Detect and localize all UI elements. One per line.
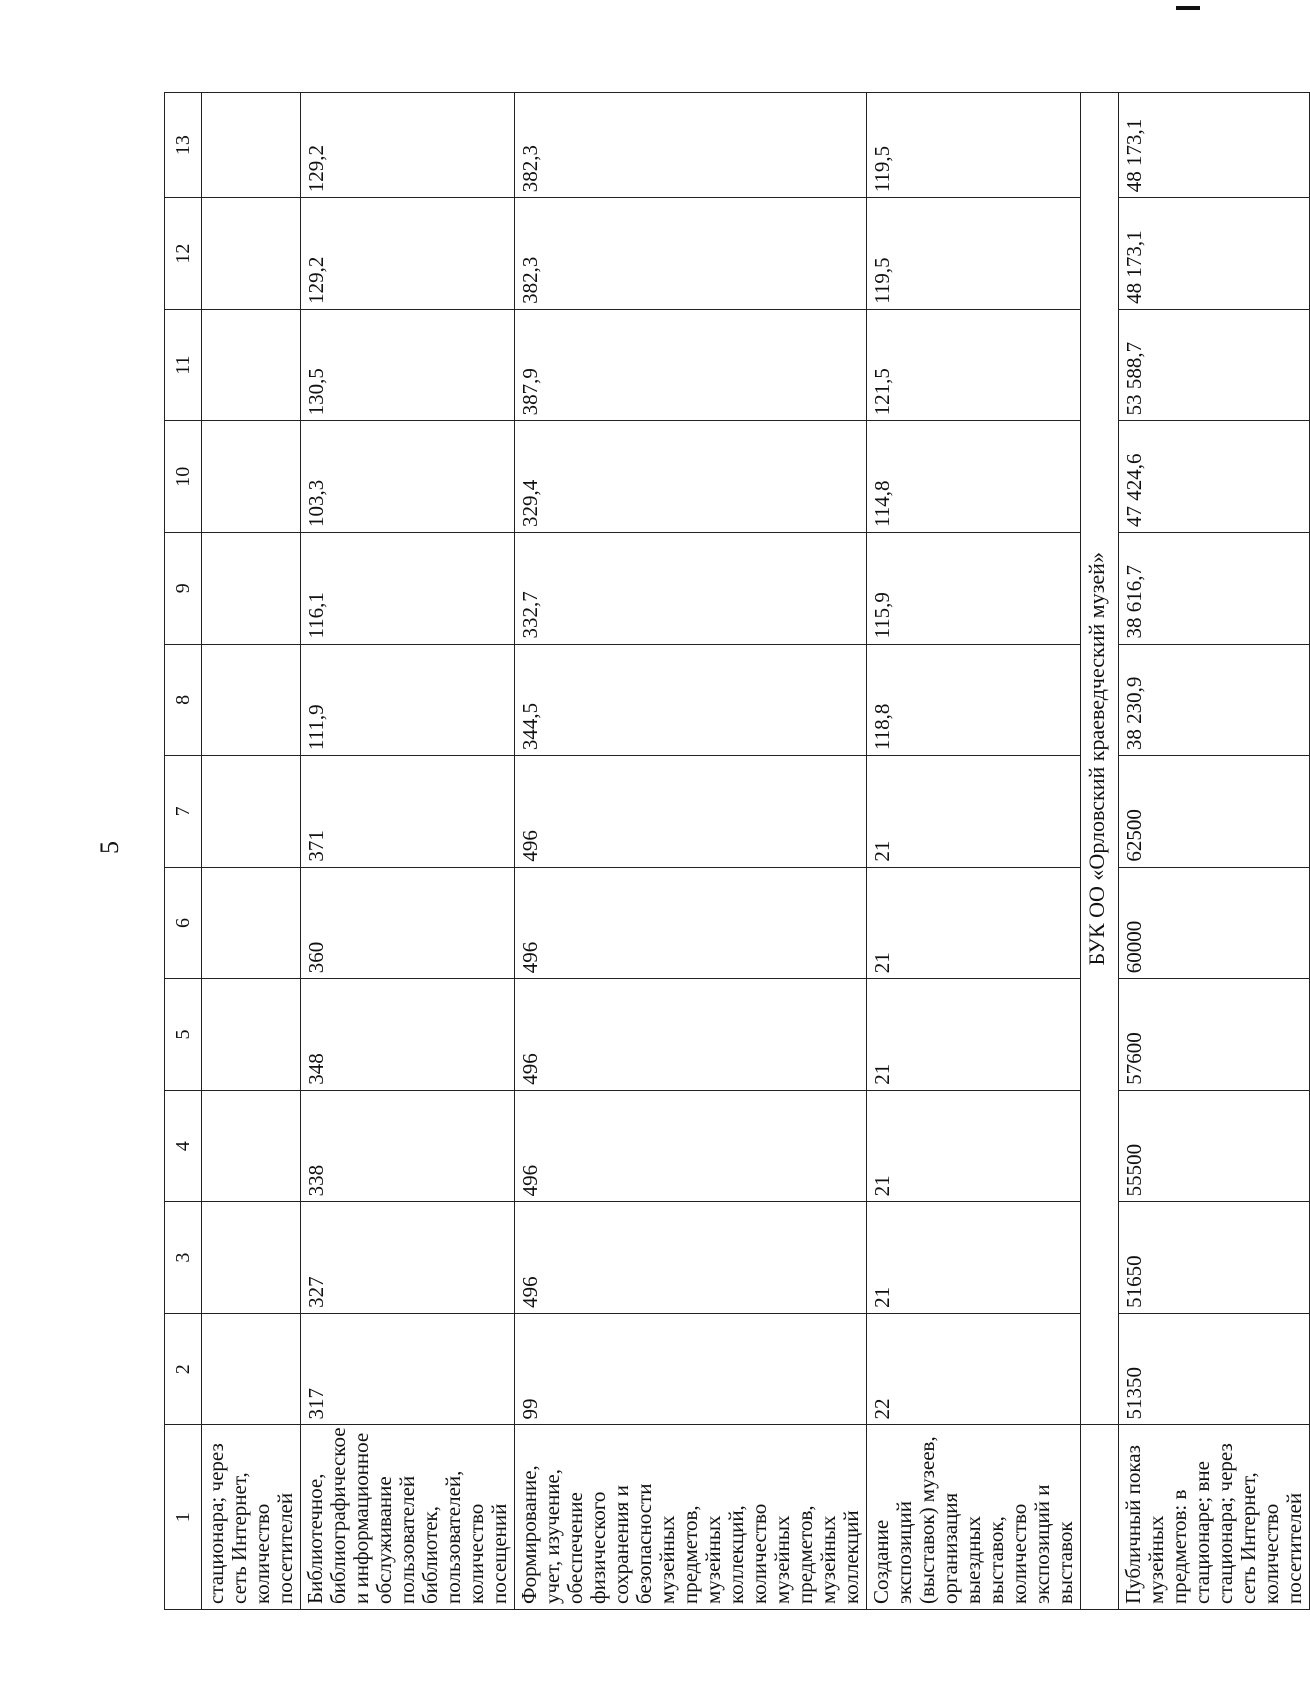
row-value: 496 — [515, 979, 867, 1091]
row-value: 360 — [301, 867, 515, 979]
row-value: 387,9 — [515, 309, 867, 421]
rotated-table-container — [164, 92, 1306, 1610]
row-value — [202, 1313, 301, 1425]
header-cell: 1 — [165, 1425, 202, 1610]
row-value: 48 173,1 — [1119, 93, 1310, 198]
table-row — [1119, 93, 1310, 1610]
row-value — [202, 644, 301, 756]
row-value: 327 — [301, 1202, 515, 1314]
header-cell: 4 — [165, 1090, 202, 1202]
row-value — [202, 93, 301, 198]
row-value — [202, 532, 301, 644]
row-value: 111,9 — [301, 644, 515, 756]
row-value: 119,5 — [867, 93, 1081, 198]
row-value — [202, 309, 301, 421]
row-value: 55500 — [1119, 1090, 1310, 1202]
row-value: 51350 — [1119, 1313, 1310, 1425]
row-description: Библиотечное, библиографическое и информационное обслуживание пользователей библиотек, пользователей, количество посещений — [301, 1425, 515, 1610]
row-value: 382,3 — [515, 198, 867, 310]
header-cell: 8 — [165, 644, 202, 756]
row-value: 118,8 — [867, 644, 1081, 756]
row-value: 21 — [867, 979, 1081, 1091]
row-value: 116,1 — [301, 532, 515, 644]
corner-mark — [1176, 6, 1200, 10]
row-value: 338 — [301, 1090, 515, 1202]
header-cell: 7 — [165, 756, 202, 868]
row-value: 130,5 — [301, 309, 515, 421]
row-value: 51650 — [1119, 1202, 1310, 1314]
row-description: Создание экспозиций (выставок) музеев, организация выездных выставок, количество экспозиций и выставок — [867, 1425, 1081, 1610]
row-description: Публичный показ музейных предметов: в стационаре; вне стационара; через сеть Интернет, количество посетителей — [1119, 1425, 1310, 1610]
row-value — [202, 1090, 301, 1202]
row-value: 47 424,6 — [1119, 421, 1310, 533]
row-value: 21 — [867, 1202, 1081, 1314]
row-value — [202, 198, 301, 310]
table-row — [301, 93, 515, 1610]
row-description: стационара; через сеть Интернет, количество посетителей — [202, 1425, 301, 1610]
row-value: 38 230,9 — [1119, 644, 1310, 756]
row-value: 129,2 — [301, 198, 515, 310]
row-value: 21 — [867, 756, 1081, 868]
row-value: 21 — [867, 1090, 1081, 1202]
row-value: 121,5 — [867, 309, 1081, 421]
row-value — [202, 867, 301, 979]
section-title: БУК ОО «Орловский краеведческий музей» — [1081, 93, 1119, 1425]
row-value: 344,5 — [515, 644, 867, 756]
row-value: 348 — [301, 979, 515, 1091]
header-cell: 11 — [165, 309, 202, 421]
table-row — [202, 93, 301, 1610]
row-value: 496 — [515, 867, 867, 979]
table-row — [867, 93, 1081, 1610]
row-value: 60000 — [1119, 867, 1310, 979]
row-value: 62500 — [1119, 756, 1310, 868]
row-value: 21 — [867, 867, 1081, 979]
header-cell: 9 — [165, 532, 202, 644]
row-value: 48 173,1 — [1119, 198, 1310, 310]
row-value — [202, 979, 301, 1091]
page-number: 5 — [95, 841, 124, 854]
row-value: 382,3 — [515, 93, 867, 198]
header-cell: 5 — [165, 979, 202, 1091]
row-value: 114,8 — [867, 421, 1081, 533]
row-value: 103,3 — [301, 421, 515, 533]
row-value: 99 — [515, 1313, 867, 1425]
row-value: 332,7 — [515, 532, 867, 644]
row-value: 22 — [867, 1313, 1081, 1425]
row-value — [202, 421, 301, 533]
section-spacer — [1081, 1425, 1119, 1610]
header-cell: 13 — [165, 93, 202, 198]
data-table — [164, 92, 1310, 1610]
row-value: 57600 — [1119, 979, 1310, 1091]
row-value — [202, 1202, 301, 1314]
header-row — [165, 93, 202, 1610]
section-row — [1081, 93, 1119, 1610]
row-value: 496 — [515, 1090, 867, 1202]
header-cell: 12 — [165, 198, 202, 310]
row-description: Формирование, учет, изучение, обеспечение физического сохранения и безопасности музейных предметов, музейных коллекций, количество музейных предметов, музейных коллекций — [515, 1425, 867, 1610]
row-value: 53 588,7 — [1119, 309, 1310, 421]
row-value: 496 — [515, 756, 867, 868]
row-value: 317 — [301, 1313, 515, 1425]
header-cell: 2 — [165, 1313, 202, 1425]
header-cell: 6 — [165, 867, 202, 979]
row-value — [202, 756, 301, 868]
header-cell: 3 — [165, 1202, 202, 1314]
row-value: 119,5 — [867, 198, 1081, 310]
row-value: 371 — [301, 756, 515, 868]
row-value: 115,9 — [867, 532, 1081, 644]
header-cell: 10 — [165, 421, 202, 533]
row-value: 329,4 — [515, 421, 867, 533]
row-value: 38 616,7 — [1119, 532, 1310, 644]
table-row — [515, 93, 867, 1610]
row-value: 496 — [515, 1202, 867, 1314]
row-value: 129,2 — [301, 93, 515, 198]
